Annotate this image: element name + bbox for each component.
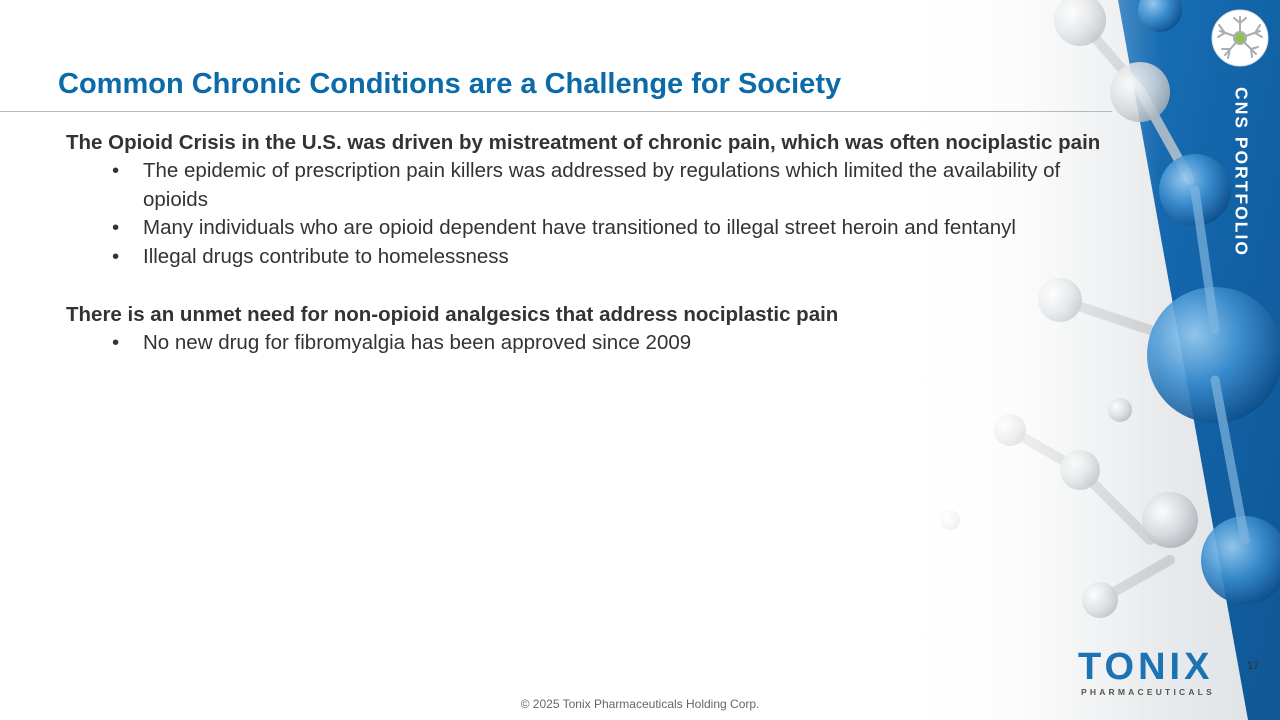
cns-portfolio-label: CNS PORTFOLIO	[1231, 87, 1252, 257]
list-item	[66, 214, 1106, 243]
title-divider	[0, 111, 1112, 112]
bullet-dot: •	[112, 331, 120, 354]
slide-title: Common Chronic Conditions are a Challenge for Society	[58, 68, 842, 100]
bullet-dot: •	[112, 244, 120, 268]
bullet-text: No new drug for fibromyalgia has been approved since 2009	[143, 331, 692, 354]
section-heading-unmet-need: There is an unmet need for non-opioid analgesics that address nociplastic pain	[66, 303, 839, 326]
page-number: 17	[1247, 660, 1260, 672]
bullet-dot: •	[112, 216, 120, 239]
bullet-text: Illegal drugs contribute to homelessness	[143, 244, 509, 268]
logo-subtitle: PHARMACEUTICALS	[1081, 687, 1215, 697]
bullet-text: The epidemic of prescription pain killers was addressed by regulations which limited the availability of opioids	[143, 159, 1061, 211]
cns-portfolio-tab	[1226, 84, 1256, 260]
logo-wordmark: TONIX	[1078, 646, 1214, 688]
bullet-list-opioid-crisis	[66, 157, 1106, 271]
list-item	[66, 329, 1106, 358]
copyright-footer: © 2025 Tonix Pharmaceuticals Holding Corp.	[520, 697, 760, 711]
bullet-list-unmet-need	[66, 329, 1106, 358]
list-item	[66, 243, 1106, 272]
section-spacer	[66, 271, 1106, 300]
tonix-logo	[1078, 646, 1215, 697]
list-item	[66, 157, 1106, 214]
section-heading-opioid-crisis: The Opioid Crisis in the U.S. was driven by mistreatment of chronic pain, which was often nociplastic pain	[66, 131, 1101, 154]
bullet-dot: •	[112, 159, 120, 182]
neuron-icon	[1211, 9, 1269, 67]
bullet-text: Many individuals who are opioid dependent have transitioned to illegal street heroin and fentanyl	[143, 216, 1016, 239]
slide-body	[66, 128, 1106, 358]
